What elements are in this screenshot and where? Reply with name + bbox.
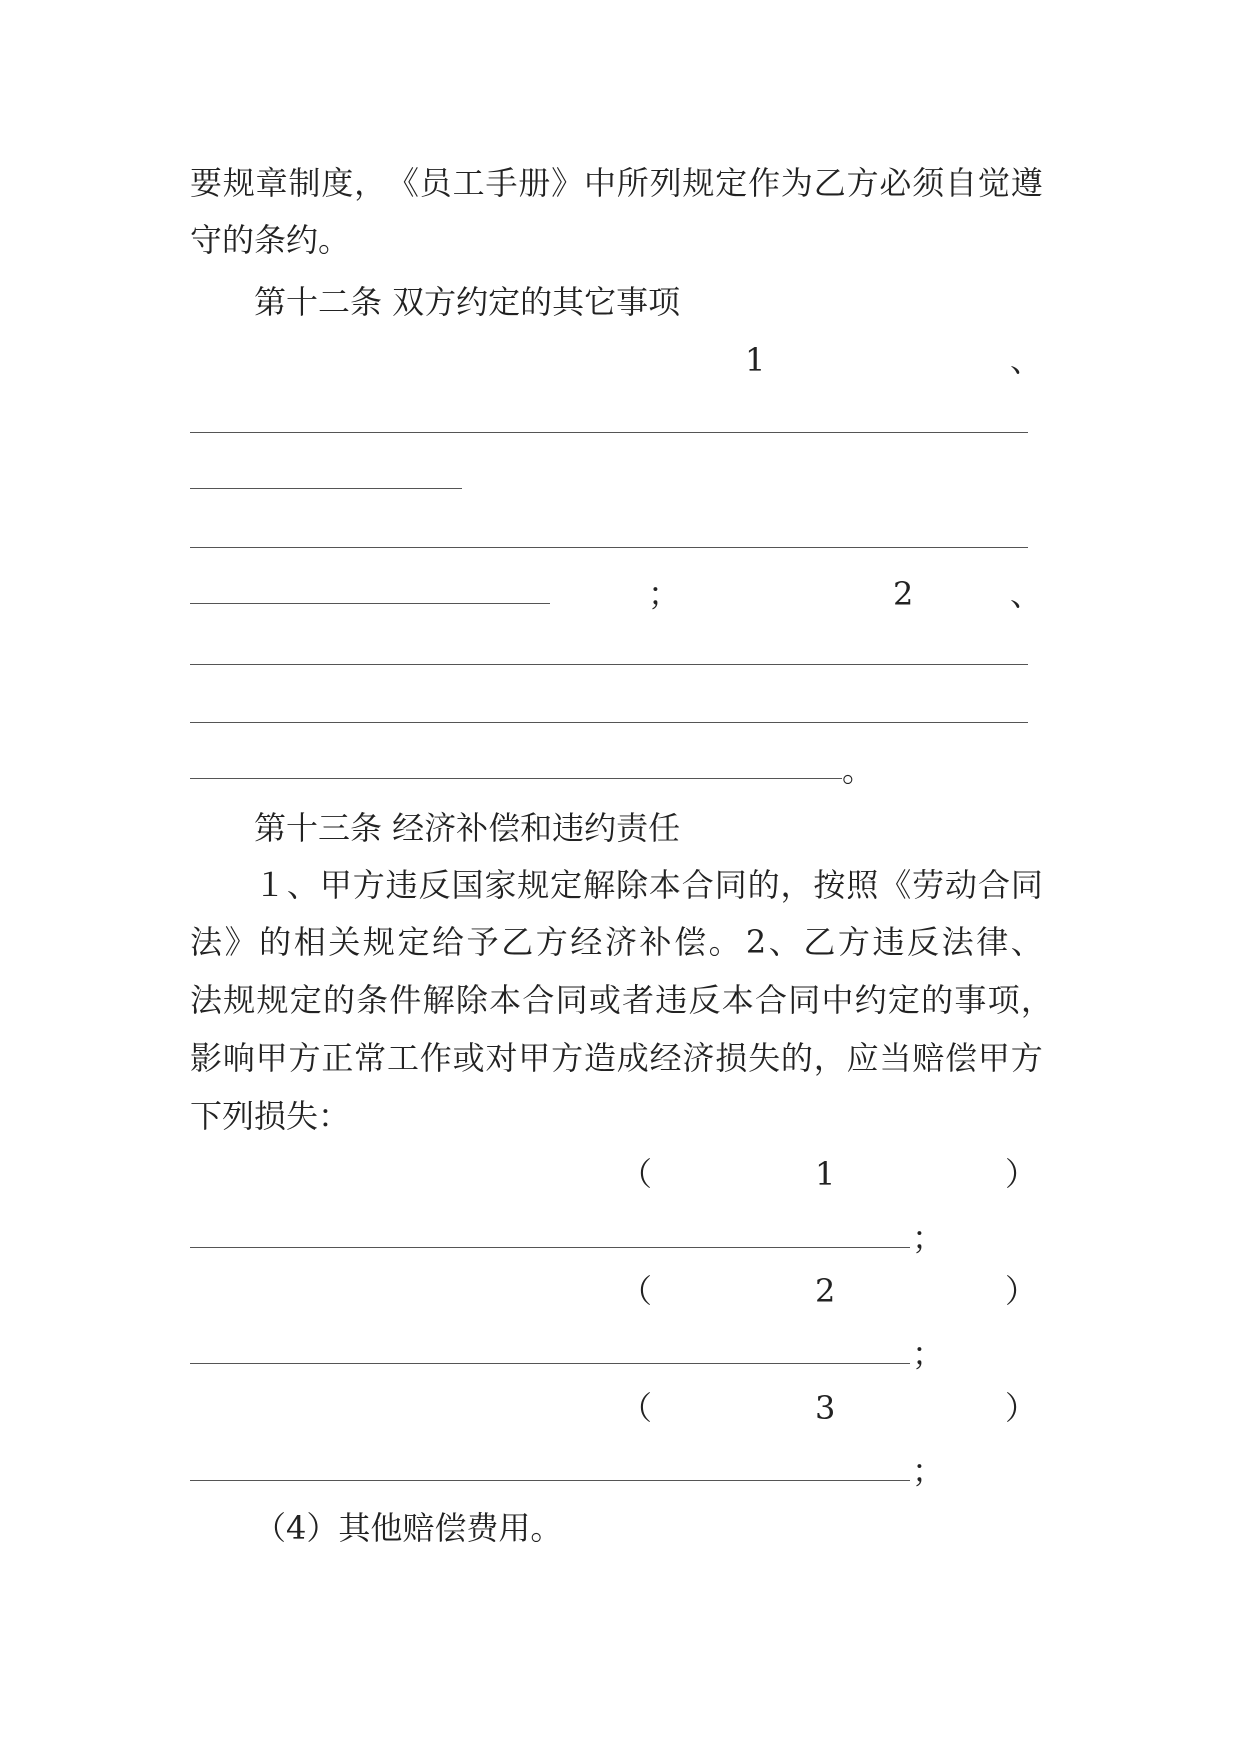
glyph: 、 [286,866,319,904]
glyph: 法 [190,923,223,961]
glyph: 方 [1010,1039,1043,1077]
glyph: 规 [222,164,255,202]
period: 。 [842,751,875,789]
glyph: 须 [912,164,945,202]
glyph: 》 [224,923,257,961]
glyph: 乙 [813,164,846,202]
glyph: 》 [551,164,584,202]
glyph: 作 [748,164,781,202]
glyph: 法 [941,923,974,961]
glyph: 甲 [977,1039,1010,1077]
left-paren: （ [620,1272,653,1310]
glyph: 合 [522,981,555,1019]
glyph: 同 [714,866,747,904]
glyph: 方 [551,1039,584,1077]
glyph: 事 [954,981,987,1019]
glyph: 为 [780,164,813,202]
item-2-separator: 、 [1010,575,1043,613]
glyph: 要 [190,164,223,202]
glyph: 方 [535,923,568,961]
blank-line [190,1363,910,1364]
glyph: 对 [485,1039,518,1077]
right-paren: ） [1005,1155,1038,1193]
glyph: 合 [977,866,1010,904]
article-12-heading: 第十二条 双方约定的其它事项 [254,283,681,321]
glyph: 工 [386,1039,419,1077]
glyph: 的 [921,981,954,1019]
item-2-number: 2 [893,575,914,613]
right-paren: ） [1005,1272,1038,1310]
glyph: 劳 [912,866,945,904]
glyph: 定 [715,164,748,202]
paragraph-line [190,1038,1043,1078]
glyph: 必 [879,164,912,202]
glyph: 违 [385,866,418,904]
glyph: 赔 [912,1039,945,1077]
glyph: 除 [455,981,488,1019]
item-1-separator: 、 [1010,341,1043,379]
glyph: 关 [328,923,361,961]
semicolon: ； [912,1335,945,1373]
glyph: 者 [622,981,655,1019]
glyph: 除 [615,866,648,904]
glyph: 2 [745,923,767,961]
loss-item-3-number: 3 [815,1389,836,1427]
glyph: 规 [362,923,395,961]
glyph: 济 [682,1039,715,1077]
item-1-number: 1 [745,341,766,379]
glyph: 反 [688,981,721,1019]
glyph: 方 [288,1039,321,1077]
glyph: 《 [386,164,419,202]
glyph: 项 [987,981,1020,1019]
glyph: 补 [639,923,672,961]
glyph: 中 [821,981,854,1019]
glyph: 作 [419,1039,452,1077]
glyph: 响 [222,1039,255,1077]
glyph: 同 [1010,866,1043,904]
glyph: 觉 [977,164,1010,202]
glyph: 甲 [518,1039,551,1077]
glyph: 成 [616,1039,649,1077]
paragraph-line [190,922,1043,962]
blank-line [190,432,1028,433]
glyph: 同 [788,981,821,1019]
glyph: 国 [451,866,484,904]
semicolon: ； [912,1452,945,1490]
glyph: 约 [854,981,887,1019]
glyph: 偿 [945,1039,978,1077]
left-paren: （ [620,1155,653,1193]
glyph: 、 [1010,923,1043,961]
glyph: 册 [518,164,551,202]
glyph: 定 [289,981,322,1019]
glyph: 遵 [1010,164,1043,202]
glyph: 常 [354,1039,387,1077]
glyph: 经 [570,923,603,961]
semicolon: ； [912,1219,945,1257]
glyph: ， [1020,981,1053,1019]
glyph: 甲 [255,1039,288,1077]
glyph: 偿 [674,923,707,961]
glyph: 反 [907,923,940,961]
glyph: 定 [397,923,430,961]
glyph: 方 [846,164,879,202]
glyph: 本 [489,981,522,1019]
glyph: 的 [747,866,780,904]
glyph: ， [813,1039,846,1077]
glyph: 规 [256,981,289,1019]
right-paren: ） [1005,1389,1038,1427]
glyph: 件 [389,981,422,1019]
glyph: 照 [846,866,879,904]
glyph: 给 [432,923,465,961]
glyph: 章 [255,164,288,202]
blank-line [190,1247,910,1248]
blank-line [190,488,462,489]
glyph: 工 [452,164,485,202]
glyph: １ [254,866,287,904]
glyph: 的 [259,923,292,961]
glyph: 制 [288,164,321,202]
glyph: 《 [879,866,912,904]
glyph: 解 [583,866,616,904]
glyph: 正 [321,1039,354,1077]
glyph: 予 [466,923,499,961]
blank-line [190,603,550,604]
glyph: 。 [708,923,741,961]
glyph: 济 [604,923,637,961]
glyph: ， [780,866,813,904]
glyph: 方 [352,866,385,904]
loss-item-2-number: 2 [815,1272,836,1310]
blank-line [190,547,1028,548]
glyph: 的 [322,981,355,1019]
paragraph-line [190,980,1053,1020]
glyph: 按 [813,866,846,904]
glyph: 定 [887,981,920,1019]
glyph: 、 [768,923,801,961]
glyph: 法 [190,981,223,1019]
glyph: 规 [223,981,256,1019]
loss-item-1-number: 1 [815,1155,836,1193]
glyph: 经 [649,1039,682,1077]
loss-item-4: （4）其他赔偿费用。 [254,1509,563,1547]
glyph: 解 [422,981,455,1019]
glyph: 动 [945,866,978,904]
glyph: 或 [588,981,621,1019]
glyph: 规 [517,866,550,904]
paragraph-line: 守的条约。 [190,221,351,259]
paragraph-line [254,865,1043,905]
glyph: 本 [721,981,754,1019]
glyph: 中 [583,164,616,202]
paragraph-line [190,163,1043,203]
glyph: 规 [682,164,715,202]
blank-line [190,664,1028,665]
glyph: 或 [452,1039,485,1077]
glyph: 本 [648,866,681,904]
glyph: 定 [550,866,583,904]
glyph: 应 [846,1039,879,1077]
glyph: 当 [879,1039,912,1077]
glyph: 员 [419,164,452,202]
glyph: 反 [418,866,451,904]
glyph: 自 [945,164,978,202]
glyph: 影 [190,1039,223,1077]
glyph: 方 [837,923,870,961]
glyph: 度 [321,164,354,202]
blank-line [190,778,842,779]
glyph: 乙 [803,923,836,961]
glyph: 甲 [319,866,352,904]
glyph: ， [354,164,387,202]
glyph: 失 [748,1039,781,1077]
glyph: 家 [484,866,517,904]
glyph: 条 [356,981,389,1019]
glyph: 同 [555,981,588,1019]
glyph: 相 [293,923,326,961]
glyph: 合 [754,981,787,1019]
glyph: 违 [872,923,905,961]
article-13-heading: 第十三条 经济补偿和违约责任 [254,809,681,847]
paragraph-line: 下列损失： [190,1097,351,1135]
glyph: 违 [655,981,688,1019]
glyph: 律 [976,923,1009,961]
left-paren: （ [620,1389,653,1427]
glyph: 损 [715,1039,748,1077]
glyph: 造 [583,1039,616,1077]
glyph: 的 [780,1039,813,1077]
blank-line [190,1480,910,1481]
semicolon: ； [648,575,681,613]
blank-line [190,722,1028,723]
glyph: 所 [616,164,649,202]
glyph: 列 [649,164,682,202]
glyph: 合 [681,866,714,904]
glyph: 乙 [501,923,534,961]
glyph: 手 [485,164,518,202]
